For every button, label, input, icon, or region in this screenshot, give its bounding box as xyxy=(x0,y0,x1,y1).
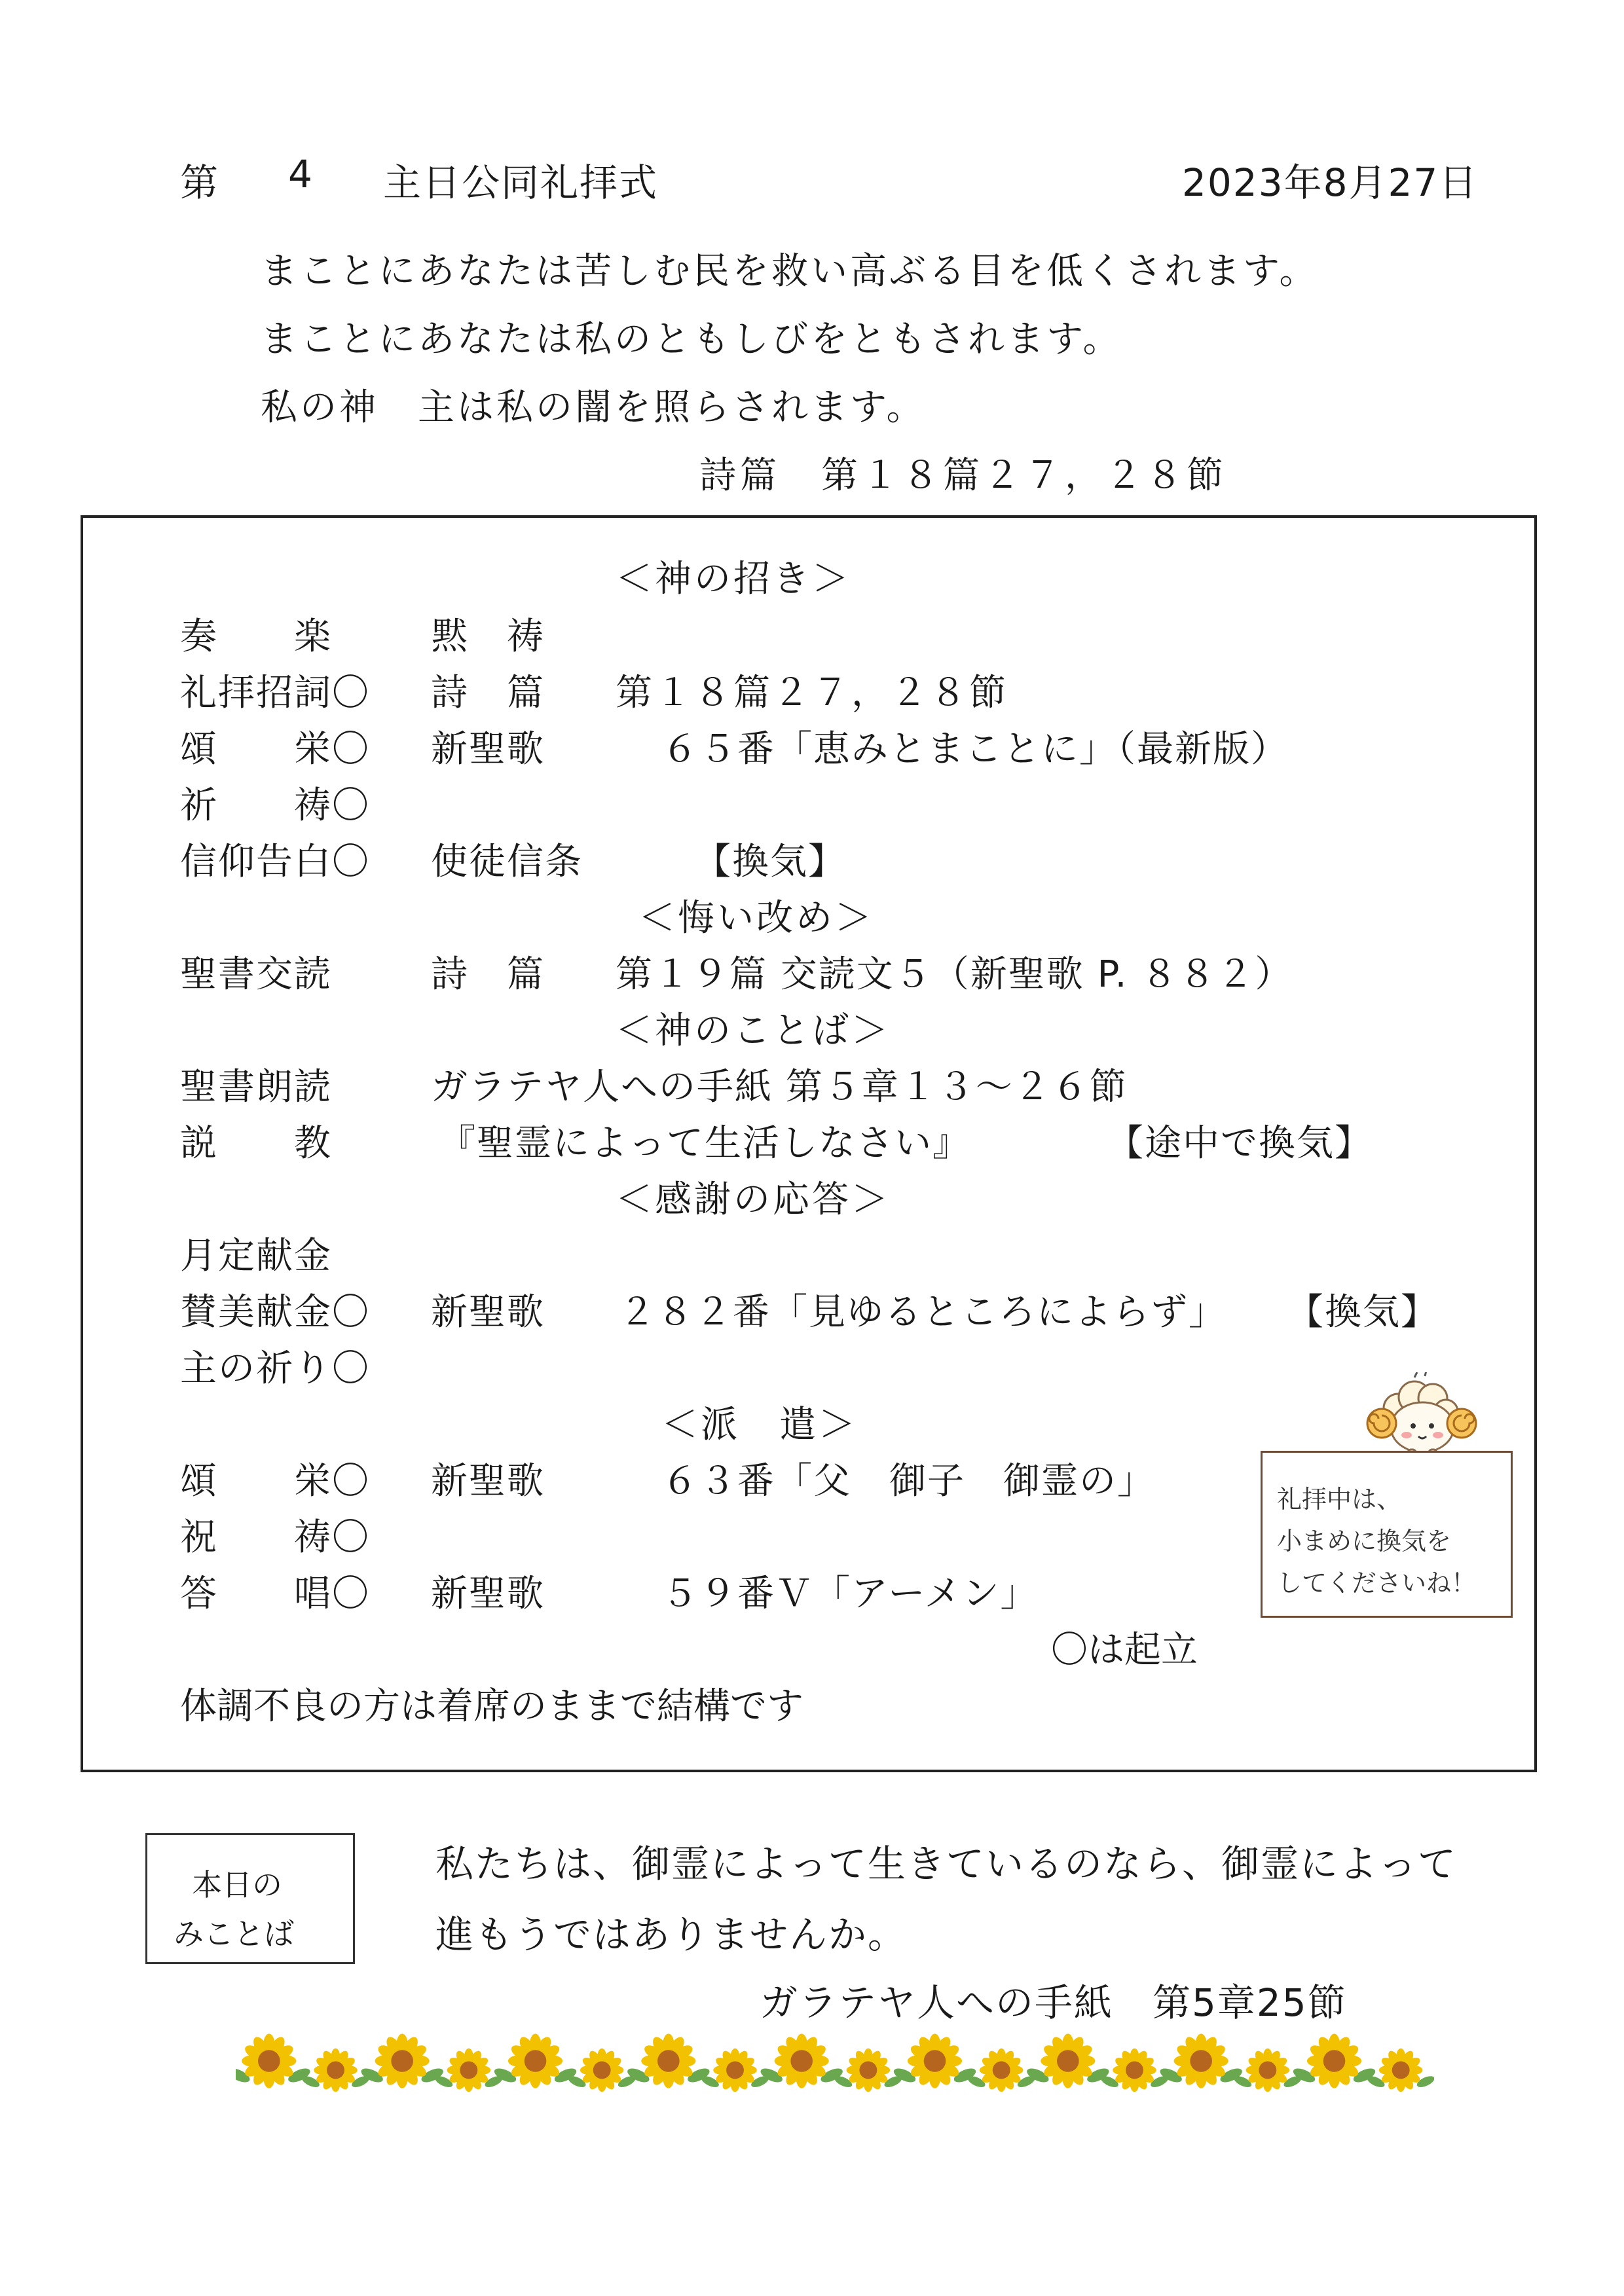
row-label: 頌 栄〇 xyxy=(180,728,370,771)
row-detail: 第１９篇 交読文５（新聖歌 P. ８８２） xyxy=(616,953,1293,996)
row-label: 答 唱〇 xyxy=(180,1573,370,1615)
order-row-invocation xyxy=(0,664,1624,714)
row-item: 新聖歌 xyxy=(431,1460,545,1503)
row-detail: ６５番「恵みとまことに」（最新版） xyxy=(661,728,1289,771)
sunflower-icon xyxy=(236,2033,312,2088)
note-line: 小まめに換気を xyxy=(1277,1527,1452,1556)
service-date: 2023年8月27日 xyxy=(1182,160,1479,205)
sunflower-border xyxy=(236,2023,1434,2111)
note-line: してくださいね！ xyxy=(1277,1569,1477,1597)
section-heading-repentance: ＜悔い改め＞ xyxy=(638,897,874,939)
row-label: 信仰告白〇 xyxy=(180,841,370,883)
section-heading-response: ＜感謝の応答＞ xyxy=(616,1178,891,1221)
sunflower-icon xyxy=(1291,2033,1377,2088)
sunflower-icon xyxy=(1232,2049,1303,2092)
ventilation-note-sign xyxy=(1261,1451,1513,1618)
call-verse-line: 私の神 主は私の闇を照らされます。 xyxy=(261,386,926,429)
sunflower-icon xyxy=(892,2033,978,2088)
sunflower-icon xyxy=(1099,2049,1170,2092)
row-item: 黙 祷 xyxy=(431,615,545,658)
row-item: 詩 篇 xyxy=(431,953,545,996)
call-verse-line: まことにあなたは苦しむ民を救い高ぶる目を低くされます。 xyxy=(261,250,1319,293)
section-heading-word: ＜神のことば＞ xyxy=(616,1010,891,1052)
sunflower-icon xyxy=(1025,2033,1111,2088)
row-label: 祈 祷〇 xyxy=(180,784,370,827)
health-note: 体調不良の方は着席のままで結構です xyxy=(180,1685,803,1728)
todays-word-label-box xyxy=(145,1833,355,1964)
section-heading-sending: ＜派 遣＞ xyxy=(661,1404,858,1446)
sunflower-icon xyxy=(434,2049,504,2092)
sunflower-icon xyxy=(359,2033,445,2088)
row-label: 聖書朗読 xyxy=(180,1066,332,1108)
todays-word-label: 本日の xyxy=(192,1867,282,1903)
sheep-mascot-icon xyxy=(1362,1372,1480,1460)
sunflower-icon xyxy=(492,2033,578,2088)
row-label: 賛美献金〇 xyxy=(180,1291,370,1334)
service-title: 主日公同礼拝式 xyxy=(383,160,659,205)
order-row-creed xyxy=(0,833,1624,883)
row-label: 奏 楽 xyxy=(180,615,332,658)
row-label: 頌 栄〇 xyxy=(180,1460,370,1503)
call-verse-line: まことにあなたは私のともしびをともされます。 xyxy=(261,318,1122,361)
row-detail: ２８２番「見ゆるところによらず」 xyxy=(619,1291,1227,1334)
order-row-sermon xyxy=(0,1114,1624,1165)
row-label: 祝 祷〇 xyxy=(180,1516,370,1559)
row-label: 主の祈り〇 xyxy=(180,1347,370,1390)
sunflower-icon xyxy=(700,2049,771,2092)
sunflower-icon xyxy=(966,2049,1037,2092)
order-row-prelude xyxy=(0,608,1624,658)
sunflower-icon xyxy=(625,2033,711,2088)
ventilation-marker: 【換気】 xyxy=(1287,1291,1439,1334)
sunflower-icon xyxy=(566,2049,637,2092)
todays-word-label: みことば xyxy=(174,1916,294,1952)
ventilation-marker: 【換気】 xyxy=(694,841,846,883)
sunflower-icon xyxy=(833,2049,904,2092)
row-item: 新聖歌 xyxy=(431,1291,545,1334)
row-label: 月定献金 xyxy=(180,1235,332,1277)
ventilation-marker: 【途中で換気】 xyxy=(1107,1122,1373,1165)
todays-word-text: 進もうではありませんか。 xyxy=(435,1912,908,1957)
sunflower-icon xyxy=(1158,2033,1244,2088)
todays-word-text: 私たちは、御霊によって生きているのなら、御霊によって xyxy=(435,1842,1458,1886)
row-item: 使徒信条 xyxy=(431,841,583,883)
row-item: 詩 篇 xyxy=(431,672,545,714)
order-row-scripture-reading xyxy=(0,1058,1624,1108)
order-row-praise-offering xyxy=(0,1283,1624,1334)
row-label: 聖書交読 xyxy=(180,953,332,996)
row-item: ガラテヤ人への手紙 第５章１３～２６節 xyxy=(431,1066,1128,1108)
sermon-title: 『聖霊によって生活しなさい』 xyxy=(439,1122,970,1165)
week-number: 4 xyxy=(288,152,314,196)
order-row-praise xyxy=(0,720,1624,771)
call-verse-reference: 詩篇 第１８篇２７，２８節 xyxy=(699,454,1227,497)
order-row-prayer xyxy=(0,776,1624,827)
row-label: 礼拝招詞〇 xyxy=(180,672,370,714)
row-detail: 第１８篇２７，２８節 xyxy=(616,672,1008,714)
sunflower-icon xyxy=(758,2033,844,2088)
week-label: 第 xyxy=(180,160,220,205)
todays-word-reference: ガラテヤ人への手紙 第5章25節 xyxy=(760,1980,1347,2025)
order-row-monthly-offering xyxy=(0,1227,1624,1277)
note-line: 礼拝中は、 xyxy=(1277,1485,1402,1514)
row-detail: ６３番「父 御子 御霊の」 xyxy=(661,1460,1155,1503)
sunflower-icon xyxy=(301,2049,371,2092)
section-heading-call: ＜神の招き＞ xyxy=(616,558,851,600)
row-item: 新聖歌 xyxy=(431,1573,545,1615)
sunflower-icon xyxy=(1365,2049,1434,2092)
order-row-responsive-reading xyxy=(0,945,1624,996)
row-detail: ５９番Ｖ「アーメン」 xyxy=(661,1573,1039,1615)
row-item: 新聖歌 xyxy=(431,728,545,771)
standing-legend: 〇は起立 xyxy=(1051,1629,1198,1671)
row-label: 説 教 xyxy=(180,1122,332,1165)
